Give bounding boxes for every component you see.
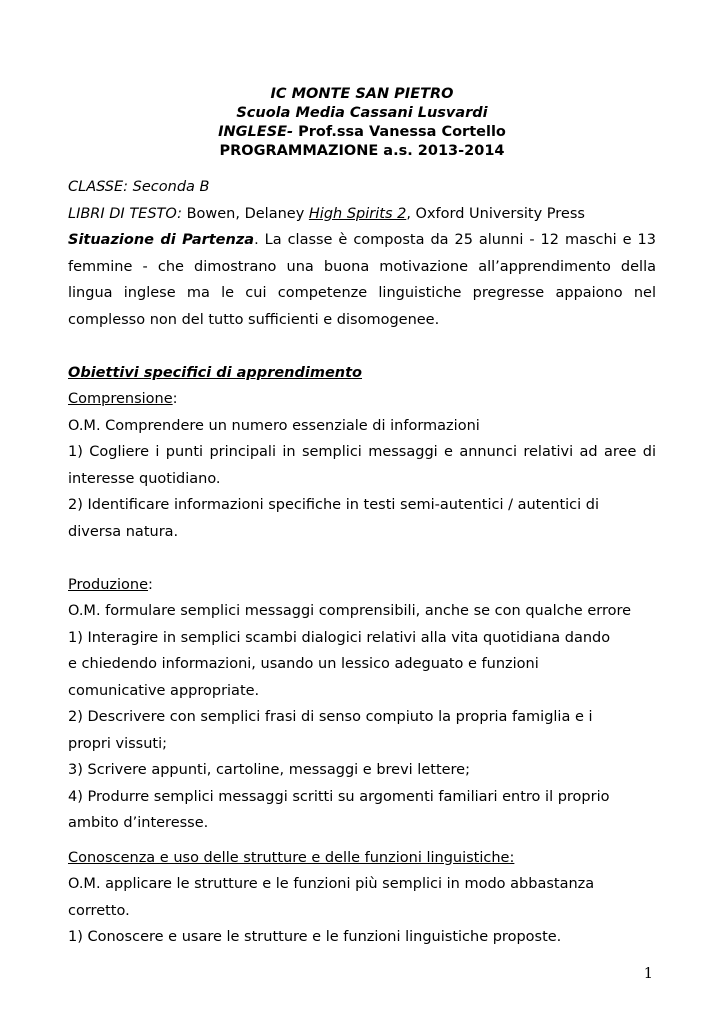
textbook-line	[68, 201, 656, 228]
comprehension-colon: :	[172, 391, 178, 407]
comprehension-line: O.M. Comprendere un numero essenziale di informazioni	[68, 417, 480, 434]
knowledge-line: corretto.	[68, 902, 130, 919]
subject-label: INGLESE-	[218, 124, 294, 140]
starting-situation-text: . La classe è composta da 25 alunni - 12 maschi e 13 femmine - che dimostrano una buona motivazione all’apprendimento della lingua inglese ma le cui competenze linguistiche pregresse appaiono nel complesso non del tutto sufficienti e disomogenee.	[68, 232, 656, 328]
knowledge-line: 1) Conoscere e usare le strutture e le funzioni linguistiche proposte.	[68, 929, 562, 945]
objectives-heading: Obiettivi specifici di apprendimento	[68, 364, 363, 381]
production-line: O.M. formulare semplici messaggi comprensibili, anche se con qualche errore	[68, 603, 632, 619]
school-name: IC MONTE SAN PIETRO	[270, 86, 454, 102]
production-colon: :	[148, 576, 153, 593]
production-line: comunicative appropriate.	[68, 682, 260, 699]
comprehension-item-2-line-1: 2) Identificare informazioni specifiche in testi semi-autentici / autentici di	[68, 497, 600, 513]
production-line: e chiedendo informazioni, usando un lessico adeguato e funzioni	[68, 656, 539, 672]
class-line: CLASSE: Seconda B	[68, 179, 210, 195]
comprehension-item-2-line-2: diversa natura.	[68, 523, 179, 540]
production-line: 2) Descrivere con semplici frasi di senso compiuto la propria famiglia e i	[68, 709, 593, 725]
textbook-label: LIBRI DI TESTO:	[68, 205, 182, 222]
production-line: 4) Produrre semplici messaggi scritti su argomenti familiari entro il proprio	[68, 788, 610, 805]
starting-situation-title: Situazione di Partenza	[68, 232, 255, 248]
production-line: propri vissuti;	[68, 735, 168, 752]
teacher-name: Prof.ssa Vanessa Cortello	[293, 124, 506, 140]
document-body	[68, 174, 656, 951]
starting-situation-paragraph	[68, 227, 656, 333]
production-label: Produzione	[68, 576, 149, 593]
school-subtitle: Scuola Media Cassani Lusvardi	[236, 105, 488, 121]
page-number: 1	[643, 966, 653, 982]
subject-teacher-line	[68, 123, 656, 142]
production-line: 3) Scrivere appunti, cartoline, messaggi e brevi lettere;	[68, 762, 470, 778]
program-title: PROGRAMMAZIONE a.s. 2013-2014	[219, 143, 505, 159]
textbook-title: High Spirits 2	[308, 205, 407, 222]
document-header	[68, 85, 656, 161]
textbook-publisher: , Oxford University Press	[406, 205, 585, 222]
comprehension-heading	[68, 386, 656, 413]
production-line: 1) Interagire in semplici scambi dialogici relativi alla vita quotidiana dando	[68, 629, 611, 646]
knowledge-line: O.M. applicare le strutture e le funzioni più semplici in modo abbastanza	[68, 876, 595, 892]
knowledge-heading: Conoscenza e uso delle strutture e delle funzioni linguistiche:	[68, 849, 515, 866]
textbook-authors: Bowen, Delaney	[181, 205, 309, 222]
comprehension-item-1: 1) Cogliere i punti principali in semplici messaggi e annunci relativi ad aree di interesse quotidiano.	[68, 444, 656, 487]
comprehension-label: Comprensione	[68, 391, 173, 407]
production-heading	[68, 572, 656, 599]
production-line: ambito d’interesse.	[68, 815, 209, 831]
